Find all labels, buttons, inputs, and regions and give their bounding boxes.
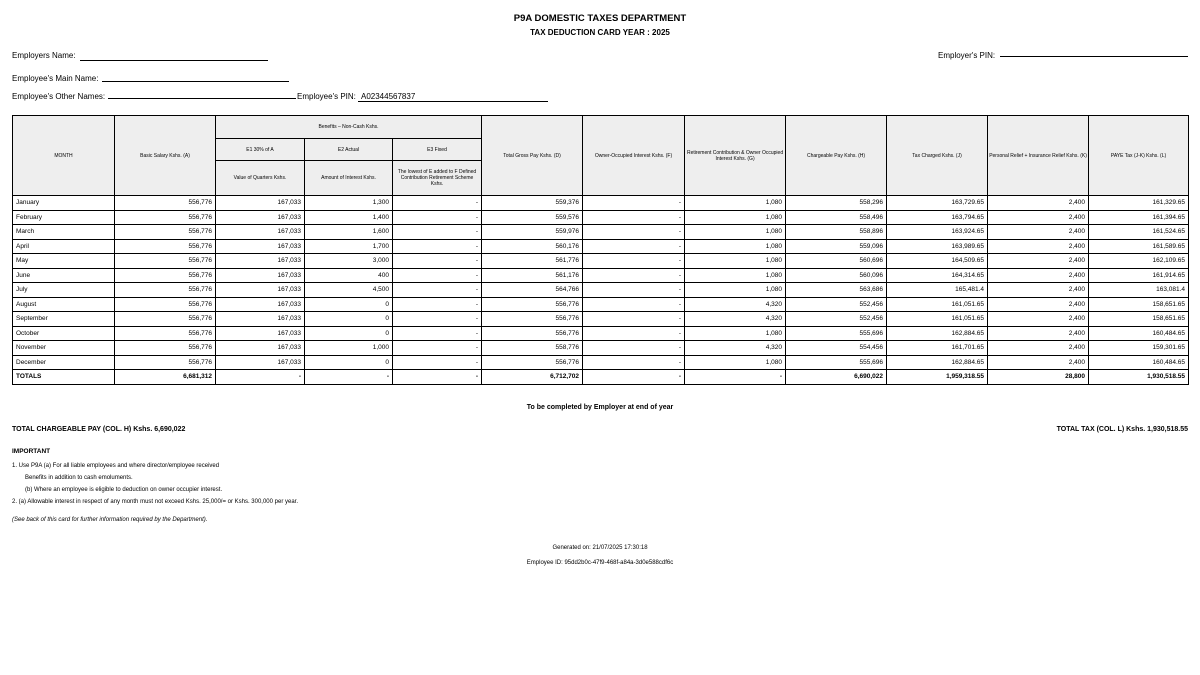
cell-e1-value: 167,033: [216, 254, 305, 269]
cell-paye: 162,109.65: [1089, 254, 1189, 269]
cell-tax-charged: 163,989.65: [887, 239, 988, 254]
cell-paye: 160,484.65: [1089, 326, 1189, 341]
cell-month: September: [13, 312, 115, 327]
employee-id: Employee ID: 95dd2b0c-47f9-468f-a84a-3d0e588cdf6c: [526, 560, 674, 566]
cell-e2-value: 3,000: [305, 254, 393, 269]
total-chargeable-pay: 6,690,022: [786, 370, 887, 385]
header-benefits: Benefits – Non-Cash Kshs.: [216, 116, 482, 139]
page-subtitle: TAX DEDUCTION CARD YEAR : 2025: [530, 28, 670, 37]
table-row: [13, 341, 1189, 356]
table-row: [13, 283, 1189, 298]
cell-retirement: 1,080: [685, 210, 786, 225]
cell-month: August: [13, 297, 115, 312]
cell-gross-pay: 556,776: [482, 355, 583, 370]
employee-pin-field[interactable]: [358, 101, 548, 102]
employee-other-names-label: Employee's Other Names:: [12, 92, 106, 101]
cell-gross-pay: 560,176: [482, 239, 583, 254]
totals-row: [13, 370, 1189, 385]
cell-chargeable-pay: 555,696: [786, 355, 887, 370]
cell-owner-occupied: -: [583, 297, 685, 312]
employee-main-name-field[interactable]: [102, 81, 289, 82]
cell-basic-salary: 556,776: [115, 355, 216, 370]
cell-paye: 163,081.4: [1089, 283, 1189, 298]
cell-owner-occupied: -: [583, 225, 685, 240]
cell-e3-value: -: [393, 239, 482, 254]
cell-basic-salary: 556,776: [115, 341, 216, 356]
cell-e2-value: 1,600: [305, 225, 393, 240]
cell-retirement: 1,080: [685, 326, 786, 341]
employee-pin-label: Employee's PIN:: [297, 92, 356, 101]
cell-month: December: [13, 355, 115, 370]
cell-tax-charged: 161,051.65: [887, 297, 988, 312]
table-row: [13, 254, 1189, 269]
cell-tax-charged: 162,884.65: [887, 355, 988, 370]
cell-owner-occupied: -: [583, 326, 685, 341]
cell-tax-charged: 163,794.65: [887, 210, 988, 225]
cell-chargeable-pay: 558,496: [786, 210, 887, 225]
cell-personal-relief: 2,400: [988, 341, 1089, 356]
cell-tax-charged: 165,481.4: [887, 283, 988, 298]
cell-personal-relief: 2,400: [988, 312, 1089, 327]
cell-e1-value: 167,033: [216, 355, 305, 370]
cell-month: January: [13, 196, 115, 211]
cell-owner-occupied: -: [583, 355, 685, 370]
header-e2-sub: Amount of Interest Kshs.: [305, 161, 393, 196]
total-retirement: -: [685, 370, 786, 385]
cell-gross-pay: 559,976: [482, 225, 583, 240]
header-gross-pay: Total Gross Pay Kshs. (D): [482, 116, 583, 196]
cell-personal-relief: 2,400: [988, 210, 1089, 225]
total-e1-value: -: [216, 370, 305, 385]
cell-month: February: [13, 210, 115, 225]
table-row: [13, 312, 1189, 327]
cell-e2-value: 4,500: [305, 283, 393, 298]
cell-e1-value: 167,033: [216, 225, 305, 240]
cell-gross-pay: 559,576: [482, 210, 583, 225]
total-tax: TOTAL TAX (COL. L) Kshs. 1,930,518.55: [1056, 426, 1188, 433]
cell-paye: 159,301.65: [1089, 341, 1189, 356]
cell-retirement: 4,320: [685, 297, 786, 312]
cell-basic-salary: 556,776: [115, 196, 216, 211]
cell-chargeable-pay: 558,896: [786, 225, 887, 240]
cell-e3-value: -: [393, 355, 482, 370]
cell-e3-value: -: [393, 254, 482, 269]
cell-owner-occupied: -: [583, 254, 685, 269]
employers-pin-field[interactable]: [1000, 56, 1188, 57]
total-gross-pay: 6,712,702: [482, 370, 583, 385]
table-row: [13, 239, 1189, 254]
employers-pin-label: Employer's PIN:: [938, 51, 996, 60]
cell-month: November: [13, 341, 115, 356]
cell-personal-relief: 2,400: [988, 225, 1089, 240]
cell-paye: 161,394.65: [1089, 210, 1189, 225]
cell-tax-charged: 164,509.65: [887, 254, 988, 269]
cell-chargeable-pay: 555,696: [786, 326, 887, 341]
cell-e3-value: -: [393, 283, 482, 298]
cell-gross-pay: 561,776: [482, 254, 583, 269]
cell-owner-occupied: -: [583, 268, 685, 283]
table-row: [13, 225, 1189, 240]
cell-tax-charged: 161,701.65: [887, 341, 988, 356]
total-month: TOTALS: [13, 370, 115, 385]
total-personal-relief: 28,800: [988, 370, 1089, 385]
header-month: MONTH: [13, 116, 115, 196]
total-paye: 1,930,518.55: [1089, 370, 1189, 385]
note-1b: Benefits in addition to cash emoluments.: [25, 475, 133, 481]
cell-e2-value: 1,400: [305, 210, 393, 225]
cell-chargeable-pay: 552,456: [786, 312, 887, 327]
header-owner-occupied: Owner-Occupied Interest Kshs. (F): [583, 116, 685, 196]
header-basic-salary: Basic Salary Kshs. (A): [115, 116, 216, 196]
total-e3-value: -: [393, 370, 482, 385]
cell-e1-value: 167,033: [216, 297, 305, 312]
cell-personal-relief: 2,400: [988, 239, 1089, 254]
cell-personal-relief: 2,400: [988, 297, 1089, 312]
header-paye: PAYE Tax (J-K) Kshs. (L): [1089, 116, 1189, 196]
cell-personal-relief: 2,400: [988, 196, 1089, 211]
cell-owner-occupied: -: [583, 196, 685, 211]
cell-month: July: [13, 283, 115, 298]
header-personal-relief: Personal Relief + Insurance Relief Kshs. (K): [988, 116, 1089, 196]
header-e1-sub: Value of Quarters Kshs.: [216, 161, 305, 196]
header-retirement: Retirement Contribution & Owner Occupied Interest Kshs. (G): [685, 116, 786, 196]
cell-e2-value: 0: [305, 326, 393, 341]
cell-paye: 161,589.65: [1089, 239, 1189, 254]
employers-name-field[interactable]: [80, 60, 268, 61]
cell-basic-salary: 556,776: [115, 268, 216, 283]
header-e3-sub: The lowest of E added to F Defined Contribution Retirement Scheme Kshs.: [393, 161, 482, 196]
cell-e2-value: 0: [305, 297, 393, 312]
cell-e2-value: 1,000: [305, 341, 393, 356]
total-e2-value: -: [305, 370, 393, 385]
cell-basic-salary: 556,776: [115, 312, 216, 327]
cell-paye: 160,484.65: [1089, 355, 1189, 370]
employer-note: To be completed by Employer at end of year: [526, 404, 674, 411]
header-e3: E3 Fixed: [393, 139, 482, 161]
header-e2: E2 Actual: [305, 139, 393, 161]
note-2: 2. (a) Allowable interest in respect of any month must not exceed Kshs. 25,000/= or Kshs. 300,000 per year.: [12, 499, 298, 505]
table-row: [13, 355, 1189, 370]
cell-e2-value: 400: [305, 268, 393, 283]
cell-basic-salary: 556,776: [115, 210, 216, 225]
cell-e1-value: 167,033: [216, 239, 305, 254]
employee-main-name-label: Employee's Main Name:: [12, 74, 99, 83]
cell-paye: 158,651.65: [1089, 297, 1189, 312]
cell-month: April: [13, 239, 115, 254]
cell-paye: 161,329.65: [1089, 196, 1189, 211]
cell-chargeable-pay: 563,686: [786, 283, 887, 298]
cell-retirement: 4,320: [685, 341, 786, 356]
note-1: 1. Use P9A (a) For all liable employees and where director/employee received: [12, 463, 220, 469]
cell-e1-value: 167,033: [216, 312, 305, 327]
cell-e1-value: 167,033: [216, 196, 305, 211]
cell-tax-charged: 163,729.65: [887, 196, 988, 211]
cell-e3-value: -: [393, 196, 482, 211]
page-title: P9A DOMESTIC TAXES DEPARTMENT: [513, 13, 687, 24]
table-row: [13, 297, 1189, 312]
generated-timestamp: Generated on: 21/07/2025 17:30:18: [552, 545, 648, 551]
total-chargeable-pay: TOTAL CHARGEABLE PAY (COL. H) Kshs. 6,690,022: [12, 426, 186, 433]
cell-retirement: 1,080: [685, 283, 786, 298]
cell-retirement: 1,080: [685, 254, 786, 269]
cell-e3-value: -: [393, 312, 482, 327]
cell-paye: 161,524.65: [1089, 225, 1189, 240]
total-tax-charged: 1,959,318.55: [887, 370, 988, 385]
cell-personal-relief: 2,400: [988, 326, 1089, 341]
cell-chargeable-pay: 554,456: [786, 341, 887, 356]
note-1c: (b) Where an employee is eligible to deduction on owner occupier interest.: [25, 487, 223, 493]
cell-retirement: 1,080: [685, 239, 786, 254]
table-row: [13, 268, 1189, 283]
cell-tax-charged: 164,314.65: [887, 268, 988, 283]
cell-e3-value: -: [393, 225, 482, 240]
important-heading: IMPORTANT: [12, 448, 51, 455]
cell-personal-relief: 2,400: [988, 355, 1089, 370]
cell-e1-value: 167,033: [216, 268, 305, 283]
header-e1: E1 30% of A: [216, 139, 305, 161]
cell-e3-value: -: [393, 268, 482, 283]
cell-gross-pay: 564,766: [482, 283, 583, 298]
employers-name-label: Employers Name:: [12, 51, 76, 60]
cell-e2-value: 0: [305, 355, 393, 370]
cell-e1-value: 167,033: [216, 341, 305, 356]
cell-personal-relief: 2,400: [988, 254, 1089, 269]
table-row: [13, 326, 1189, 341]
cell-gross-pay: 556,776: [482, 326, 583, 341]
cell-basic-salary: 556,776: [115, 326, 216, 341]
cell-basic-salary: 556,776: [115, 225, 216, 240]
cell-retirement: 1,080: [685, 355, 786, 370]
cell-gross-pay: 559,376: [482, 196, 583, 211]
total-basic-salary: 6,681,312: [115, 370, 216, 385]
cell-e2-value: 1,700: [305, 239, 393, 254]
cell-e3-value: -: [393, 297, 482, 312]
cell-owner-occupied: -: [583, 239, 685, 254]
employee-pin-value: A02344567837: [361, 92, 416, 101]
cell-chargeable-pay: 552,456: [786, 297, 887, 312]
cell-owner-occupied: -: [583, 341, 685, 356]
cell-owner-occupied: -: [583, 312, 685, 327]
cell-chargeable-pay: 560,696: [786, 254, 887, 269]
cell-month: June: [13, 268, 115, 283]
header-chargeable-pay: Chargeable Pay Kshs. (H): [786, 116, 887, 196]
cell-e2-value: 0: [305, 312, 393, 327]
cell-chargeable-pay: 558,296: [786, 196, 887, 211]
cell-personal-relief: 2,400: [988, 268, 1089, 283]
cell-e3-value: -: [393, 341, 482, 356]
cell-e3-value: -: [393, 210, 482, 225]
employee-other-names-field[interactable]: [108, 98, 296, 99]
cell-owner-occupied: -: [583, 210, 685, 225]
cell-month: May: [13, 254, 115, 269]
cell-tax-charged: 161,051.65: [887, 312, 988, 327]
cell-gross-pay: 561,176: [482, 268, 583, 283]
cell-chargeable-pay: 560,096: [786, 268, 887, 283]
header-tax-charged: Tax Charged Kshs. (J): [887, 116, 988, 196]
cell-e1-value: 167,033: [216, 210, 305, 225]
cell-e2-value: 1,300: [305, 196, 393, 211]
total-owner-occupied: -: [583, 370, 685, 385]
cell-owner-occupied: -: [583, 283, 685, 298]
table-row: [13, 196, 1189, 211]
cell-basic-salary: 556,776: [115, 283, 216, 298]
cell-tax-charged: 162,884.65: [887, 326, 988, 341]
cell-e1-value: 167,033: [216, 326, 305, 341]
cell-e1-value: 167,033: [216, 283, 305, 298]
cell-gross-pay: 556,776: [482, 312, 583, 327]
cell-gross-pay: 556,776: [482, 297, 583, 312]
cell-personal-relief: 2,400: [988, 283, 1089, 298]
cell-retirement: 1,080: [685, 268, 786, 283]
cell-chargeable-pay: 559,096: [786, 239, 887, 254]
cell-basic-salary: 556,776: [115, 254, 216, 269]
cell-tax-charged: 163,924.65: [887, 225, 988, 240]
cell-month: March: [13, 225, 115, 240]
note-3: (See back of this card for further information required by the Department).: [12, 517, 208, 523]
cell-paye: 158,651.65: [1089, 312, 1189, 327]
cell-gross-pay: 558,776: [482, 341, 583, 356]
cell-retirement: 1,080: [685, 225, 786, 240]
cell-retirement: 4,320: [685, 312, 786, 327]
cell-month: October: [13, 326, 115, 341]
tax-deduction-table: [12, 115, 1189, 385]
cell-retirement: 1,080: [685, 196, 786, 211]
table-row: [13, 210, 1189, 225]
cell-basic-salary: 556,776: [115, 297, 216, 312]
cell-basic-salary: 556,776: [115, 239, 216, 254]
cell-e3-value: -: [393, 326, 482, 341]
cell-paye: 161,914.65: [1089, 268, 1189, 283]
